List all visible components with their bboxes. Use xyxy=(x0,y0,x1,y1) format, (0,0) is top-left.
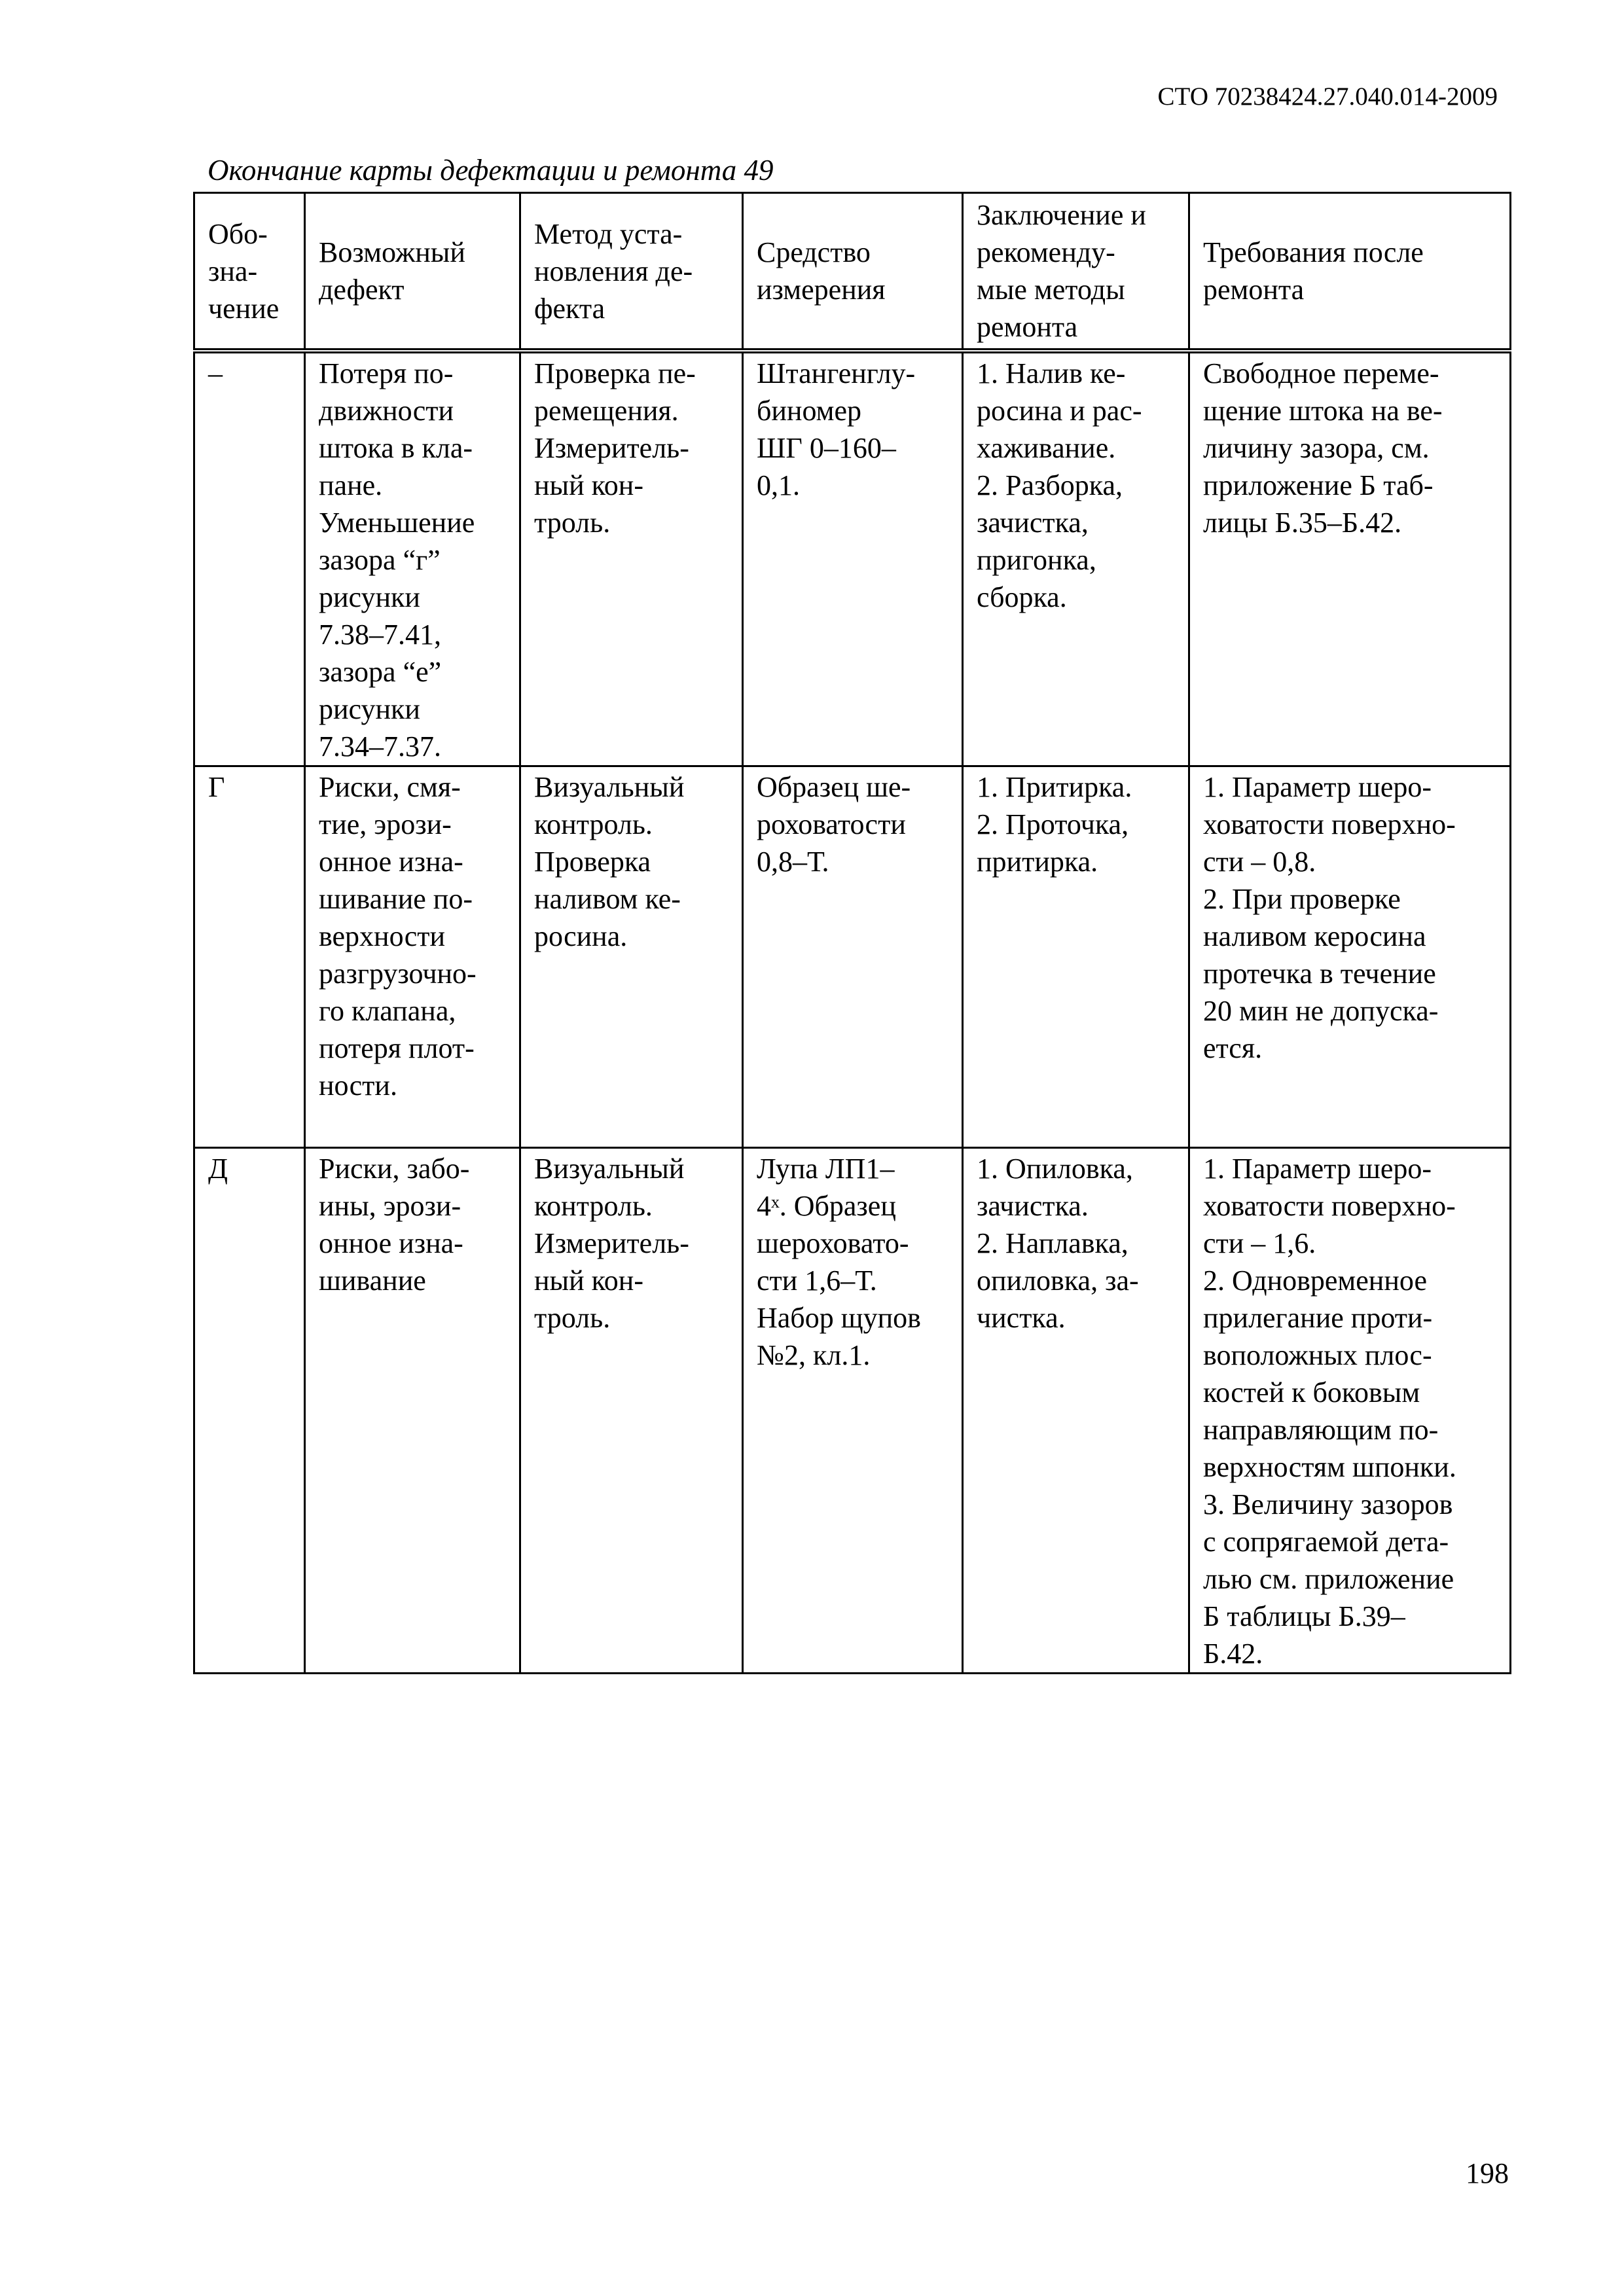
cell-conclusion-methods: 1. Налив ке- росина и рас- хаживание. 2. Разборка, зачистка, пригонка, сборка. xyxy=(963,351,1189,766)
page-number: 198 xyxy=(1466,2157,1509,2189)
cell-possible-defect: Потеря по- движности штока в кла- пане. Уменьшение зазора “г” рисунки 7.38–7.41, зазора “е” рисунки 7.34–7.37. xyxy=(305,351,520,766)
table-row xyxy=(194,351,1511,766)
cell-detection-method: Визуальный контроль. Проверка наливом ке- росина. xyxy=(520,766,743,1148)
table-row xyxy=(194,1148,1511,1674)
document-code: СТО 70238424.27.040.014-2009 xyxy=(1157,82,1498,111)
cell-detection-method: Проверка пе- ремещения. Измеритель- ный кон- троль. xyxy=(520,351,743,766)
cell-designation: Г xyxy=(194,766,305,1148)
table-caption: Окончание карты дефектации и ремонта 49 xyxy=(208,154,774,187)
cell-designation: – xyxy=(194,351,305,766)
cell-measuring-tool: Образец ше- роховатости 0,8–Т. xyxy=(743,766,963,1148)
column-header-measuring-tool: Средство измерения xyxy=(743,193,963,351)
cell-measuring-tool: Штангенглу- биномер ШГ 0–160– 0,1. xyxy=(743,351,963,766)
cell-measuring-tool: Лупа ЛП1– 4ˣ. Образец шероховато- сти 1,6–Т. Набор щупов №2, кл.1. xyxy=(743,1148,963,1674)
cell-possible-defect: Риски, забо- ины, эрози- онное изна- шивание xyxy=(305,1148,520,1674)
cell-conclusion-methods: 1. Опиловка, зачистка. 2. Наплавка, опиловка, за- чистка. xyxy=(963,1148,1189,1674)
table-row xyxy=(194,766,1511,1148)
column-header-possible-defect: Возможный дефект xyxy=(305,193,520,351)
column-header-requirements: Требования после ремонта xyxy=(1189,193,1511,351)
cell-requirements: 1. Параметр шеро- ховатости поверхно- сти – 1,6. 2. Одновременное прилегание проти- воположных плос- костей к боковым направляющим по- верхностям шпонки. 3. Величину зазоров с сопрягаемой дета- лью см. приложение Б таблицы Б.39– Б.42. xyxy=(1189,1148,1511,1674)
cell-conclusion-methods: 1. Притирка. 2. Проточка, притирка. xyxy=(963,766,1189,1148)
cell-possible-defect: Риски, смя- тие, эрози- онное изна- шивание по- верхности разгрузочно- го клапана, потеря плот- ности. xyxy=(305,766,520,1148)
cell-detection-method: Визуальный контроль. Измеритель- ный кон- троль. xyxy=(520,1148,743,1674)
defect-repair-table xyxy=(193,192,1511,1674)
column-header-conclusion-methods: Заключение и рекоменду- мые методы ремонта xyxy=(963,193,1189,351)
cell-requirements: Свободное переме- щение штока на ве- личину зазора, см. приложение Б таб- лицы Б.35–Б.42. xyxy=(1189,351,1511,766)
column-header-designation: Обо- зна- чение xyxy=(194,193,305,351)
cell-requirements: 1. Параметр шеро- ховатости поверхно- сти – 0,8. 2. При проверке наливом керосина протечка в течение 20 мин не допуска- ется. xyxy=(1189,766,1511,1148)
column-header-detection-method: Метод уста- новления де- фекта xyxy=(520,193,743,351)
cell-designation: Д xyxy=(194,1148,305,1674)
table-header-row xyxy=(194,193,1511,351)
